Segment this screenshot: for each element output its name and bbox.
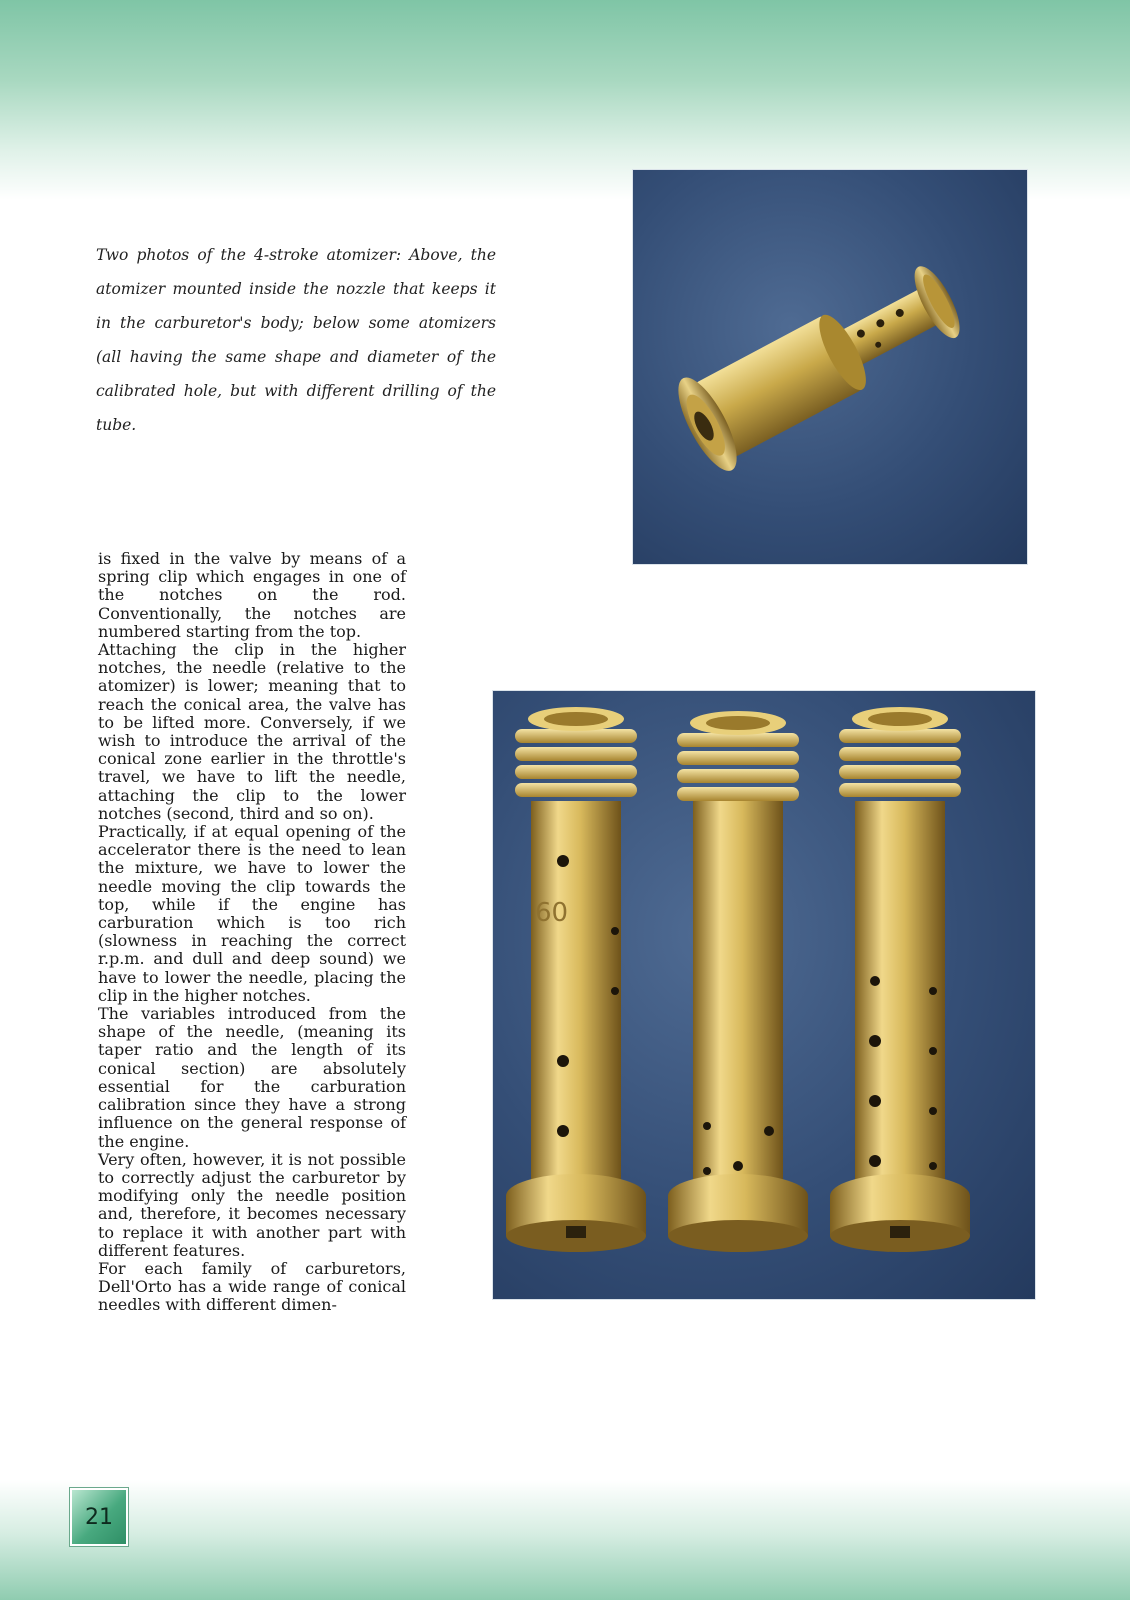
- body-paragraph: Attaching the clip in the higher notches, the needle (relative to the atomizer) is lower; meaning that to reach the conical area, the valve has to be lifted more. Conversely, if we wish to introduce the arrival of the conical zone earlier in the throttle's travel, we have to lift the needle, attaching the clip to the lower notches (second, third and so on).: [98, 640, 406, 823]
- atomizer-middle: [668, 711, 808, 1252]
- footer-gradient-band: [0, 1480, 1130, 1600]
- body-paragraph: The variables introduced from the shape of the needle, (meaning its taper ratio and the length of its conical section) are absolutely essential for the carburation calibration since they have a strong influence on the general response of the engine.: [98, 1004, 406, 1151]
- body-paragraph: Very often, however, it is not possible to correctly adjust the carburetor by modifying only the needle position and, therefore, it becomes necessary to replace it with another part with different features.: [98, 1149, 406, 1260]
- body-paragraph: is fixed in the valve by means of a spring clip which engages in one of the notches on the rod. Conventionally, the notches are numbered starting from the top.: [98, 549, 406, 641]
- photo-caption: Two photos of the 4-stroke atomizer: Above, the atomizer mounted inside the nozzle that keeps it in the carburetor's body; below some atomizers (all having the same shape and diameter of the calibrated hole, but with different drilling of the tube.: [96, 246, 496, 434]
- atomizer-left: [506, 707, 646, 1252]
- body-paragraph: For each family of carburetors, Dell'Orto has a wide range of conical needles with different dimen-: [98, 1258, 406, 1315]
- body-text: [98, 550, 406, 1315]
- three-atomizers-photo: [492, 690, 1036, 1300]
- page-number: 21: [70, 1488, 128, 1546]
- atomizer-right: [830, 707, 970, 1252]
- atomizer-stamp-number: 60: [535, 898, 569, 928]
- body-paragraph: Practically, if at equal opening of the accelerator there is the need to lean the mixture, we have to lower the needle moving the clip towards the top, while if the engine has carburation which is too rich (slowness in reaching the correct r.p.m. and dull and deep sound) we have to lower the needle, placing the clip in the higher notches.: [98, 822, 406, 1005]
- atomizer-in-nozzle-photo: [632, 169, 1028, 565]
